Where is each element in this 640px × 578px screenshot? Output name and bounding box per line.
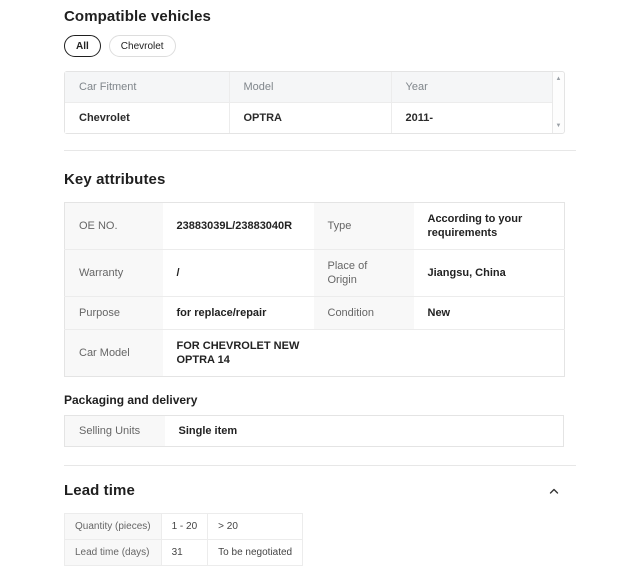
attr-label-place-of-origin: Place of Origin xyxy=(314,250,414,297)
packaging-table xyxy=(64,415,564,447)
packaging-title: Packaging and delivery xyxy=(64,393,198,407)
lead-time-days-label: Lead time (days) xyxy=(65,540,162,566)
attr-value-oe-no: 23883039L/23883040R xyxy=(163,203,314,250)
attr-value-condition: New xyxy=(414,297,565,330)
attribute-row xyxy=(65,250,565,297)
attr-value-selling-units: Single item xyxy=(165,416,564,447)
attr-value-type: According to your requirements xyxy=(414,203,565,250)
table-scrollbar[interactable] xyxy=(552,72,564,133)
lead-time-collapse-button[interactable] xyxy=(546,483,562,499)
vehicle-filter-pills xyxy=(64,35,576,57)
lead-time-quantity-label: Quantity (pieces) xyxy=(65,514,162,540)
lead-time-table xyxy=(64,513,303,566)
lead-time-days-value-2: To be negotiated xyxy=(208,540,303,566)
attr-value-place-of-origin: Jiangsu, China xyxy=(414,250,565,297)
attribute-row xyxy=(65,297,565,330)
lead-time-row xyxy=(65,514,303,540)
compatible-vehicles-title: Compatible vehicles xyxy=(64,8,211,25)
lead-time-header xyxy=(64,482,576,499)
key-attributes-title: Key attributes xyxy=(64,171,166,188)
attribute-row xyxy=(65,203,565,250)
table-header-row xyxy=(65,72,552,102)
attr-label-warranty: Warranty xyxy=(65,250,163,297)
lead-time-section xyxy=(64,482,576,566)
section-divider xyxy=(64,150,576,151)
column-header-year: Year xyxy=(391,72,552,102)
filter-pill-chevrolet[interactable]: Chevrolet xyxy=(109,35,176,57)
lead-time-title: Lead time xyxy=(64,482,135,499)
lead-time-quantity-range-2: > 20 xyxy=(208,514,303,540)
scroll-up-icon[interactable]: ▲ xyxy=(555,76,562,82)
key-attributes-table xyxy=(64,202,565,377)
scroll-down-icon[interactable]: ▼ xyxy=(555,123,562,129)
table-row xyxy=(65,102,552,133)
spacer xyxy=(64,447,576,465)
column-header-car-fitment: Car Fitment xyxy=(65,72,229,102)
section-divider xyxy=(64,465,576,466)
attr-value-car-model: FOR CHEVROLET NEW OPTRA 14 xyxy=(163,330,565,377)
compatible-vehicles-table xyxy=(64,71,565,134)
chevron-up-icon xyxy=(548,485,560,497)
attr-label-type: Type xyxy=(314,203,414,250)
lead-time-row xyxy=(65,540,303,566)
key-attributes-section xyxy=(64,171,576,447)
attr-label-car-model: Car Model xyxy=(65,330,163,377)
attr-label-purpose: Purpose xyxy=(65,297,163,330)
attr-label-oe-no: OE NO. xyxy=(65,203,163,250)
compatible-vehicles-section xyxy=(64,8,576,134)
cell-model: OPTRA xyxy=(229,102,391,133)
attr-value-warranty: / xyxy=(163,250,314,297)
attribute-row xyxy=(65,416,564,447)
attr-label-condition: Condition xyxy=(314,297,414,330)
attribute-row xyxy=(65,330,565,377)
cell-year: 2011- xyxy=(391,102,552,133)
attr-value-purpose: for replace/repair xyxy=(163,297,314,330)
lead-time-quantity-range-1: 1 - 20 xyxy=(161,514,208,540)
filter-pill-all[interactable]: All xyxy=(64,35,101,57)
column-header-model: Model xyxy=(229,72,391,102)
lead-time-days-value-1: 31 xyxy=(161,540,208,566)
attr-label-selling-units: Selling Units xyxy=(65,416,165,447)
cell-car-fitment: Chevrolet xyxy=(65,102,229,133)
